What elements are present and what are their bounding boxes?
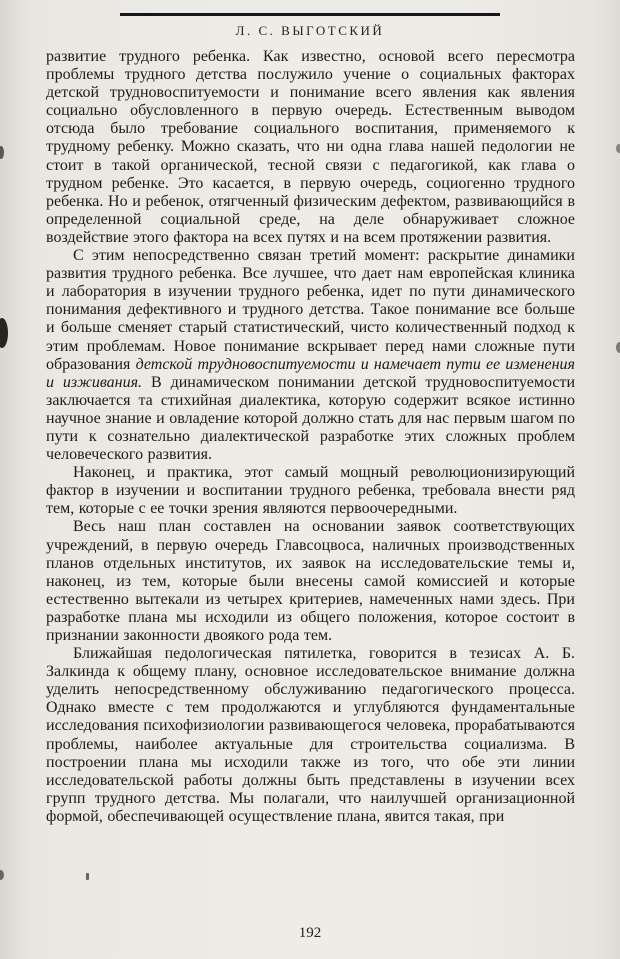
paragraph-text: С этим непосредственно связан третий момент: раскрытие динамики развития трудного ребенка. Все лучшее, что дает нам европейская клиника и лаборатория в изучении трудного ребенка, идет по пути динамического понимания дефективного и трудного детства. Такое понимание все больше и больше сменяет старый статистический, чисто количественный подход к этим проблемам. Новое понимание вскрывает перед нами сложные пути образования [46,247,575,373]
scan-artifact [86,873,89,880]
scan-artifact [0,870,4,880]
paragraph [46,247,575,464]
header-rule [120,13,500,16]
paragraph: Наконец, и практика, этот самый мощный революционизирующий фактор в изучении и воспитании трудного ребенка, требовала внести ряд тем, которые с ее точки зрения являются первоочередными. [46,464,575,518]
scan-artifact [0,318,8,348]
body-text [46,48,575,826]
paragraph: Весь наш план составлен на основании заявок соответствующих учреждений, в первую очередь Главсоцвоса, наличных производственных планов отдельных институтов, их заявок на исследовательские темы и, наконец, из тем, которые были внесены самой комиссией и которые естественно вытекали из четырех критериев, намеченных нами здесь. При разработке плана мы исходили из общего положения, которое состоит в признании законности двоякого рода тем. [46,518,575,644]
page-number: 192 [298,925,322,941]
italic-phrase: детской трудновоспитуемости и намечает пути ее изменения и изживания. [46,355,575,391]
scan-artifact [616,342,620,353]
paragraph: развитие трудного ребенка. Как известно, основой всего пересмотра проблемы трудного детства послужило учение о социальных факторах детской трудновоспитуемости и понимание всего явления как явления социально обусловленного в первую очередь. Естественным выводом отсюда было требование социального воспитания, применяемого к трудному ребенку. Можно сказать, что ни одна глава нашей педологии не стоит в такой органической, тесной связи с педагогикой, как глава о трудном ребенке. Это касается, в первую очередь, социогенно трудного ребенка. Но и ребенок, отягченный физическим дефектом, развивающийся в определенной социальной среде, на деле обнаруживает сложное воздействие этого фактора на всех путях и на всем протяжении развития. [46,48,575,246]
paragraph-text: В динамическом понимании детской трудновоспитуемости заключается та стихийная диалектика, которую содержит всякое истинно научное знание и овладение которой должно стать для нас первым шагом по пути к сознательно диалектической разработке этих сложных проблем человеческого развития. [46,373,576,464]
scan-artifact [0,146,4,159]
paragraph: Ближайшая педологическая пятилетка, говорится в тезисах А. Б. Залкинда к общему плану, основное исследовательское внимание должна уделить непосредственному обслуживанию педагогического процесса. Однако вместе с тем продолжаются и углубляются фундаментальные исследования психофизиологии развивающегося человека, прорабатываются проблемы, наиболее актуальные для строительства социализма. В построении плана мы исходили также из того, что обе эти линии исследовательской работы должны быть представлены в изучении всех групп трудного детства. Мы полагали, что наилучшей организационной формой, обеспечивающей осуществление плана, явится такая, при [46,645,575,825]
scan-artifact [616,144,620,153]
running-head: Л. С. ВЫГОТСКИЙ [235,23,385,38]
